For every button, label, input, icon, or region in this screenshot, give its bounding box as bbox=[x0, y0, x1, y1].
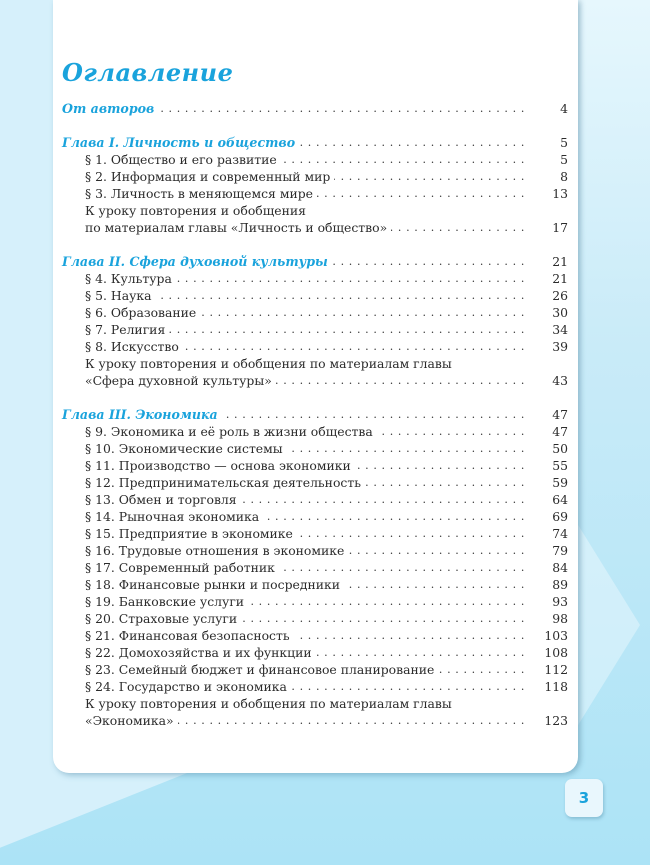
toc-section-row[interactable] bbox=[62, 321, 568, 338]
toc-page-number: 50 bbox=[532, 440, 568, 457]
toc-page-number: 79 bbox=[532, 542, 568, 559]
toc-section-row[interactable] bbox=[62, 338, 568, 355]
toc-page-number: 55 bbox=[532, 457, 568, 474]
toc-section-row[interactable] bbox=[62, 287, 568, 304]
toc-page-number: 43 bbox=[532, 372, 568, 389]
toc-entry-label: по материалам главы «Личность и общество» bbox=[62, 220, 391, 235]
toc-chapter-row[interactable] bbox=[62, 406, 568, 423]
toc-section-row[interactable] bbox=[62, 491, 568, 508]
toc-section-row[interactable] bbox=[62, 678, 568, 695]
toc-page-number: 47 bbox=[532, 406, 568, 423]
toc-section-row bbox=[62, 355, 568, 372]
table-of-contents bbox=[62, 100, 568, 729]
toc-entry-label: § 19. Банковские услуги bbox=[62, 594, 248, 609]
toc-entry-label: К уроку повторения и обобщения по материалам главы bbox=[62, 696, 456, 711]
toc-page-number: 30 bbox=[532, 304, 568, 321]
toc-page-number: 47 bbox=[532, 423, 568, 440]
toc-page-number: 93 bbox=[532, 593, 568, 610]
toc-section-row bbox=[62, 695, 568, 712]
toc-entry-label: § 18. Финансовые рынки и посредники bbox=[62, 577, 344, 592]
toc-entry-label: К уроку повторения и обобщения bbox=[62, 203, 310, 218]
toc-entry-label: § 12. Предпринимательская деятельность bbox=[62, 475, 365, 490]
toc-page-number: 103 bbox=[532, 627, 568, 644]
toc-page-number: 21 bbox=[532, 253, 568, 270]
toc-page-number: 98 bbox=[532, 610, 568, 627]
toc-page-number: 26 bbox=[532, 287, 568, 304]
toc-section-row[interactable] bbox=[62, 440, 568, 457]
toc-page-number: 123 bbox=[532, 712, 568, 729]
toc-page-number: 74 bbox=[532, 525, 568, 542]
toc-entry-label: § 3. Личность в меняющемся мире bbox=[62, 186, 317, 201]
toc-entry-label: § 24. Государство и экономика bbox=[62, 679, 291, 694]
page-title: Оглавление bbox=[62, 58, 234, 87]
toc-entry-label: § 16. Трудовые отношения в экономике bbox=[62, 543, 348, 558]
toc-entry-label: От авторов bbox=[62, 101, 158, 116]
toc-section-row[interactable] bbox=[62, 610, 568, 627]
toc-page-number: 118 bbox=[532, 678, 568, 695]
toc-entry-label: § 17. Современный работник bbox=[62, 560, 279, 575]
toc-section-row[interactable] bbox=[62, 542, 568, 559]
toc-entry-label: § 10. Экономические системы bbox=[62, 441, 287, 456]
toc-page-number: 39 bbox=[532, 338, 568, 355]
toc-entry-label: § 6. Образование bbox=[62, 305, 200, 320]
toc-entry-label: Глава II. Сфера духовной культуры bbox=[62, 254, 332, 269]
toc-entry-label: «Экономика» bbox=[62, 713, 178, 728]
toc-page-number: 34 bbox=[532, 321, 568, 338]
toc-chapter-row[interactable] bbox=[62, 134, 568, 151]
toc-page-number: 8 bbox=[532, 168, 568, 185]
toc-entry-label: § 1. Общество и его развитие bbox=[62, 152, 281, 167]
toc-section-row[interactable] bbox=[62, 457, 568, 474]
toc-section-row[interactable] bbox=[62, 372, 568, 389]
toc-section-row[interactable] bbox=[62, 593, 568, 610]
toc-entry-label: § 8. Искусство bbox=[62, 339, 183, 354]
toc-page-number: 59 bbox=[532, 474, 568, 491]
toc-section-row[interactable] bbox=[62, 185, 568, 202]
toc-section-row[interactable] bbox=[62, 270, 568, 287]
toc-entry-label: § 22. Домохозяйства и их функции bbox=[62, 645, 316, 660]
toc-section-row[interactable] bbox=[62, 219, 568, 236]
toc-section-row[interactable] bbox=[62, 525, 568, 542]
toc-section-row[interactable] bbox=[62, 474, 568, 491]
toc-page-number: 4 bbox=[532, 100, 568, 117]
toc-section-row[interactable] bbox=[62, 304, 568, 321]
toc-section-row[interactable] bbox=[62, 712, 568, 729]
page-number-badge: 3 bbox=[565, 779, 603, 817]
toc-entry-label: «Сфера духовной культуры» bbox=[62, 373, 276, 388]
toc-page-number: 108 bbox=[532, 644, 568, 661]
toc-section-row[interactable] bbox=[62, 151, 568, 168]
toc-section-row[interactable] bbox=[62, 576, 568, 593]
toc-page-number: 21 bbox=[532, 270, 568, 287]
toc-section-row[interactable] bbox=[62, 508, 568, 525]
toc-entry-label: § 13. Обмен и торговля bbox=[62, 492, 241, 507]
toc-page-number: 5 bbox=[532, 151, 568, 168]
toc-section-row[interactable] bbox=[62, 644, 568, 661]
toc-page-number: 13 bbox=[532, 185, 568, 202]
toc-page-number: 5 bbox=[532, 134, 568, 151]
toc-entry-label: § 21. Финансовая безопасность bbox=[62, 628, 294, 643]
toc-entry-label: § 7. Религия bbox=[62, 322, 169, 337]
toc-entry-label: § 20. Страховые услуги bbox=[62, 611, 241, 626]
toc-entry-label: Глава I. Личность и общество bbox=[62, 135, 299, 150]
toc-section-row bbox=[62, 202, 568, 219]
background-triangle bbox=[575, 520, 640, 730]
toc-chapter-row[interactable] bbox=[62, 100, 568, 117]
toc-entry-label: § 2. Информация и современный мир bbox=[62, 169, 334, 184]
toc-page-number: 84 bbox=[532, 559, 568, 576]
toc-entry-label: § 15. Предприятие в экономике bbox=[62, 526, 297, 541]
toc-section-row[interactable] bbox=[62, 168, 568, 185]
toc-entry-label: К уроку повторения и обобщения по материалам главы bbox=[62, 356, 456, 371]
toc-section-row[interactable] bbox=[62, 627, 568, 644]
toc-page-number: 64 bbox=[532, 491, 568, 508]
toc-entry-label: § 23. Семейный бюджет и финансовое планирование bbox=[62, 662, 438, 677]
toc-entry-label: § 11. Производство — основа экономики bbox=[62, 458, 355, 473]
toc-page-number: 89 bbox=[532, 576, 568, 593]
toc-chapter-row[interactable] bbox=[62, 253, 568, 270]
toc-page-number: 69 bbox=[532, 508, 568, 525]
toc-entry-label: § 4. Культура bbox=[62, 271, 176, 286]
toc-entry-label: § 5. Наука bbox=[62, 288, 156, 303]
toc-entry-label: Глава III. Экономика bbox=[62, 407, 222, 422]
toc-page-number: 17 bbox=[532, 219, 568, 236]
toc-entry-label: § 9. Экономика и её роль в жизни общества bbox=[62, 424, 377, 439]
toc-entry-label: § 14. Рыночная экономика bbox=[62, 509, 263, 524]
toc-section-row[interactable] bbox=[62, 559, 568, 576]
toc-section-row[interactable] bbox=[62, 661, 568, 678]
toc-section-row[interactable] bbox=[62, 423, 568, 440]
toc-page-number: 112 bbox=[532, 661, 568, 678]
toc-page bbox=[53, 0, 578, 773]
